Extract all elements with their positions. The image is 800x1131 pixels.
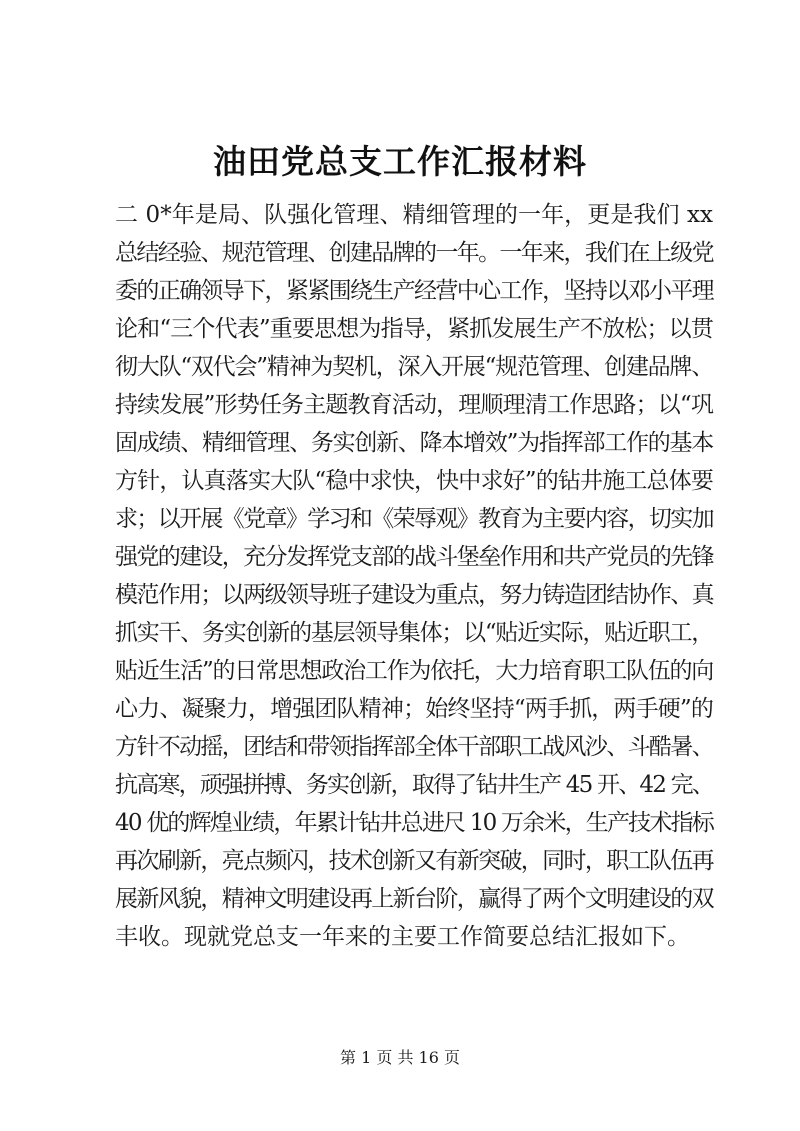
body-line: 再次刷新，亮点频闪，技术创新又有新突破，同时，职工队伍再 [115,848,714,874]
body-line: 心力、凝聚力，增强团队精神；始终坚持“两手抓，两手硬”的 [115,696,713,722]
body-line: 丰收。现就党总支一年来的主要工作简要总结汇报如下。 [115,924,690,950]
body-line: 持续发展”形势任务主题教育活动，理顺理清工作思路；以“巩 [115,392,713,418]
body-line: 方针不动摇，团结和带领指挥部全体干部职工战风沙、斗酷暑、 [115,734,714,760]
document-body [115,196,713,956]
page-number-footer: 第 1 页 共 16 页 [340,1048,460,1067]
body-line: 40 优的辉煌业绩，年累计钻井总进尺 10 万余米，生产技术指标 [115,810,713,836]
document-title: 油田党总支工作汇报材料 [213,142,587,181]
body-line: 模范作用；以两级领导班子建设为重点，努力铸造团结协作、真 [115,582,714,608]
body-line: 总结经验、规范管理、创建品牌的一年。一年来，我们在上级党 [115,240,714,266]
body-line: 委的正确领导下，紧紧围绕生产经营中心工作，坚持以邓小平理 [115,278,714,304]
body-line: 彻大队“双代会”精神为契机，深入开展“规范管理、创建品牌、 [115,354,713,380]
body-line: 固成绩、精细管理、务实创新、降本增效”为指挥部工作的基本 [115,430,713,456]
body-line: 论和“三个代表”重要思想为指导，紧抓发展生产不放松；以贯 [115,316,713,342]
body-line: 强党的建设，充分发挥党支部的战斗堡垒作用和共产党员的先锋 [115,544,714,570]
body-line: 求；以开展《党章》学习和《荣辱观》教育为主要内容，切实加 [115,506,714,532]
body-line: 方针，认真落实大队“稳中求快，快中求好”的钻井施工总体要 [115,468,713,494]
body-line: 贴近生活”的日常思想政治工作为依托，大力培育职工队伍的向 [115,658,713,684]
body-line: 抗高寒，顽强拼搏、务实创新，取得了钻井生产 45 开、42 完、 [115,772,713,798]
body-line: 二 0*年是局、队强化管理、精细管理的一年，更是我们 xx [115,202,714,228]
body-line: 展新风貌，精神文明建设再上新台阶，赢得了两个文明建设的双 [115,886,714,912]
body-line: 抓实干、务实创新的基层领导集体；以“贴近实际，贴近职工， [115,620,713,646]
